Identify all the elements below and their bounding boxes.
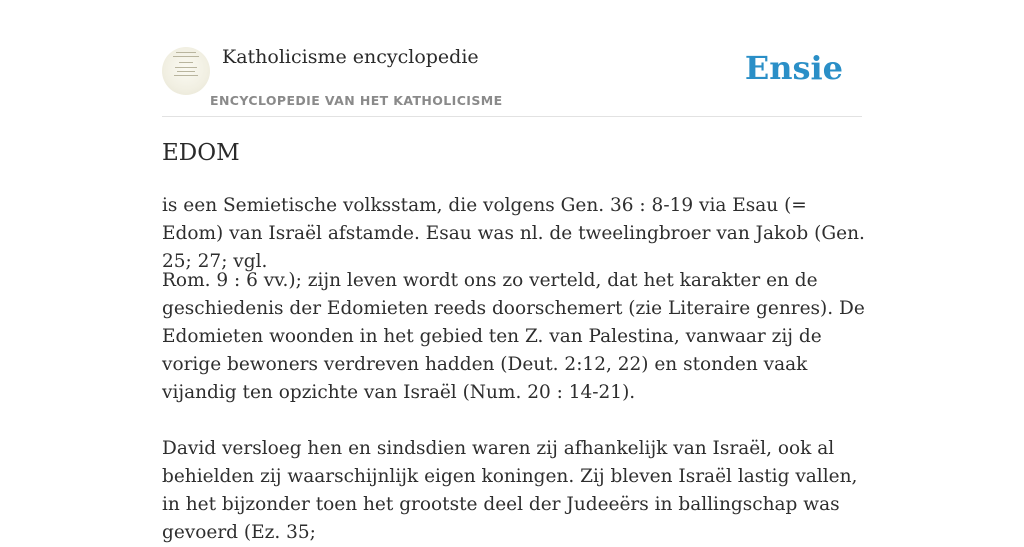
article-paragraph: Rom. 9 : 6 vv.); zijn leven wordt ons zo verteld, dat het karakter en de geschiedenis der Edomieten reeds doorschemert (zie Literaire genres). De Edomieten woonden in het gebied ten Z. van Palestina, vanwaar zij de vorige bewoners verdreven hadden (Deut. 2:12, 22) en stonden vaak vijandig ten opzichte van Israël (Num. 20 : 14-21). <box>162 270 865 403</box>
article-title: EDOM <box>162 140 240 166</box>
site-subtitle: ENCYCLOPEDIE VAN HET KATHOLICISME <box>210 93 503 108</box>
site-header <box>162 40 862 117</box>
article-paragraph: David versloeg hen en sindsdien waren zij afhankelijk van Israël, ook al behielden zij waarschijnlijk eigen koningen. Zij bleven Israël lastig vallen, in het bijzonder toen het grootste deel der Judeeërs in ballingschap was gevoerd (Ez. 35; <box>162 438 858 543</box>
article-paragraph: is een Semietische volksstam, die volgens Gen. 36 : 8-19 via Esau (= Edom) van Israël afstamde. Esau was nl. de tweelingbroer van Jakob (Gen. 25; 27; vgl. <box>162 195 865 272</box>
site-title[interactable]: Katholicisme encyclopedie <box>222 46 479 68</box>
ensie-logo[interactable]: Ensie <box>744 49 843 87</box>
encyclopedia-cover-thumbnail[interactable] <box>162 47 210 95</box>
